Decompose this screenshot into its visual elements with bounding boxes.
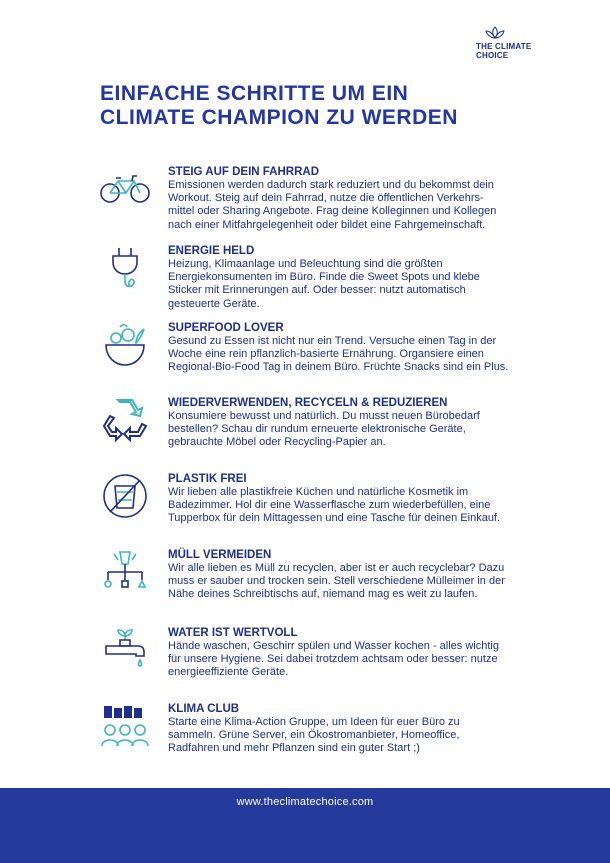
- lotus-icon: [484, 26, 506, 40]
- waste-sorting-icon: [98, 548, 152, 596]
- water-tap-icon: [98, 626, 152, 674]
- tip-waste: [98, 548, 568, 626]
- tip-body: Wir lieben alle plastikfreie Küchen und natürliche Kosmetik im Badezimmer. Hol dir eine Wasserflasche zum wiederbefüllen, eine Tupperbox für dein Mittagessen und eine Tasche für deinen Einkauf.: [168, 486, 501, 525]
- tip-heading: WIEDERVERWENDEN, RECYCELN & REDUZIEREN: [168, 397, 448, 409]
- tip-heading: SUPERFOOD LOVER: [168, 322, 284, 334]
- tip-climate-club: [98, 702, 568, 780]
- community-icon: [98, 702, 152, 750]
- tip-heading: ENERGIE HELD: [168, 245, 255, 257]
- salad-bowl-icon: [98, 321, 152, 369]
- tip-superfood: [98, 321, 568, 399]
- page-title: [100, 82, 540, 130]
- tip-bicycle: [98, 165, 568, 243]
- tip-heading: KLIMA CLUB: [168, 703, 240, 715]
- tip-body: Konsumiere bewusst und natürlich. Du musst neuen Bürobedarf bestellen? Schau dir rundum erneuerte elektronische Geräte, gebrauchte Möbel oder Recycling-Papier an.: [168, 410, 480, 449]
- tip-water: [98, 626, 568, 704]
- tip-body: Emissionen werden dadurch stark reduziert und du bekommst dein Workout. Steig auf dein Fahrrad, nutze die öffentlichen Verkehrs- mittel oder Sharing Angebote. Frag deine Kolleginnen und Kollegen nach einer Mitfahrgelegenheit oder bildet eine Fahrgemeinschaft.: [168, 179, 497, 231]
- brand-logo: [476, 26, 556, 60]
- no-plastic-icon: [98, 472, 152, 520]
- recycle-icon: [98, 396, 152, 444]
- brand-name: THE CLIMATE CHOICE: [476, 42, 532, 60]
- tip-heading: STEIG AUF DEIN FAHRRAD: [168, 166, 319, 178]
- tip-body: Starte eine Klima-Action Gruppe, um Ideen für euer Büro zu sammeln. Grüne Server, ein Ökostromanbieter, Homeoffice, Radfahren und mehr Pflanzen sind ein guter Start ;): [168, 716, 460, 755]
- page-title-line-1: EINFACHE SCHRITTE UM EIN: [100, 82, 409, 105]
- tip-recycle: [98, 396, 568, 474]
- tip-energy: [98, 244, 568, 322]
- plug-icon: [98, 244, 152, 292]
- page-title-line-2: CLIMATE CHAMPION ZU WERDEN: [100, 106, 458, 129]
- tip-body: Wir alle lieben es Müll zu recyclen, aber ist er auch recyclebar? Dazu muss er sauber und trocken sein. Stell verschiedene Mülleimer in der Nähe deines Schreibtischs auf, niemand mag es weit zu laufen.: [168, 562, 505, 601]
- tip-plastic-free: [98, 472, 568, 550]
- footer-bar: [0, 788, 610, 863]
- tip-heading: PLASTIK FREI: [168, 473, 247, 485]
- tip-heading: WATER IST WERTVOLL: [168, 627, 298, 639]
- bicycle-icon: [98, 165, 152, 213]
- footer-url-link[interactable]: www.theclimatechoice.com: [236, 796, 374, 808]
- tip-heading: MÜLL VERMEIDEN: [168, 549, 272, 561]
- tip-body: Hände waschen, Geschirr spülen und Wasser kochen - alles wichtig für unsere Hygiene. Sei dabei trotzdem achtsam oder besser: nutze energieeffiziente Geräte.: [168, 640, 499, 679]
- tip-body: Heizung, Klimaanlage und Beleuchtung sind die größten Energiekonsumenten im Büro. Finde die Sweet Spots und klebe Sticker mit Erinnerungen auf. Oder besser: nutzt automatisch gesteuerte Geräte.: [168, 258, 480, 310]
- tip-body: Gesund zu Essen ist nicht nur ein Trend. Versuche einen Tag in der Woche eine rein pflanzlich-basierte Ernährung. Organsiere einen Regional-Bio-Food Tag in deinem Büro. Früchte Snacks sind ein Plus.: [168, 335, 509, 374]
